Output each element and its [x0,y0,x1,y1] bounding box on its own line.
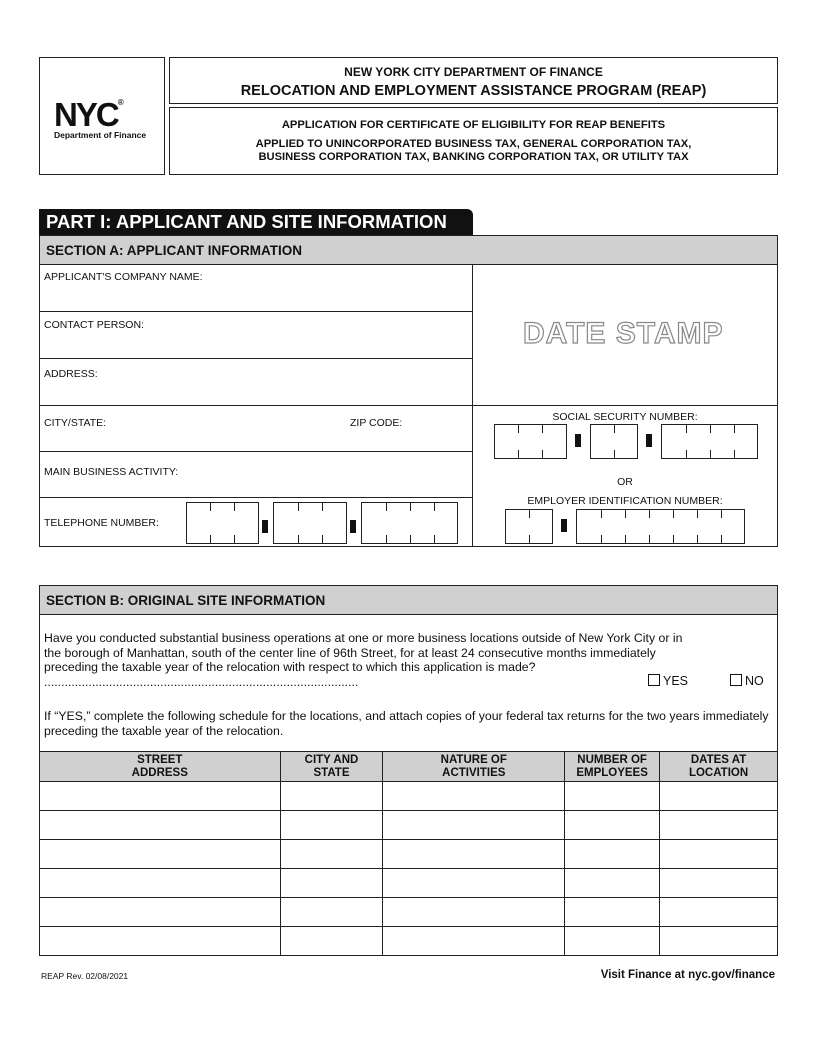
ssn-part-1-input[interactable] [494,424,567,459]
header-agency-box [169,57,778,104]
original-site-schedule-table [39,751,778,956]
table-cell[interactable] [660,927,778,956]
ein-number-input[interactable] [576,509,745,544]
table-row [40,898,778,927]
registered-mark: ® [117,98,124,107]
yes-checkbox-square [648,674,660,686]
table-cell[interactable] [565,782,660,811]
ssn-label: SOCIAL SECURITY NUMBER: [552,411,698,423]
logo-department: Department of Finance [54,130,147,140]
table-row [40,927,778,956]
agency-name: NEW YORK CITY DEPARTMENT OF FINANCE [344,65,603,79]
table-cell[interactable] [565,927,660,956]
table-cell[interactable] [383,927,565,956]
table-cell[interactable] [383,840,565,869]
section-b-title: SECTION B: ORIGINAL SITE INFORMATION [39,585,778,615]
table-cell[interactable] [565,898,660,927]
ssn-part-3-input[interactable] [661,424,758,459]
logo-wordmark: NYC [54,96,118,133]
ssn-part-2-input[interactable] [590,424,638,459]
no-checkbox-square [730,674,742,686]
visit-finance-link: Visit Finance at nyc.gov/finance [600,969,775,981]
table-cell[interactable] [280,782,383,811]
company-name-label: APPLICANT'S COMPANY NAME: [44,271,203,283]
table-cell[interactable] [660,840,778,869]
application-title: APPLICATION FOR CERTIFICATE OF ELIGIBILITY FOR REAP BENEFITS [281,119,666,131]
revision-date: REAP Rev. 02/08/2021 [41,971,129,981]
table-row [40,782,778,811]
table-cell[interactable] [40,840,281,869]
schedule-header-row [40,752,778,782]
table-cell[interactable] [40,869,281,898]
table-row [40,811,778,840]
no-label: NO [745,674,764,688]
company-name-field[interactable] [39,264,473,312]
yes-label: YES [663,674,689,688]
column-header-dates-at-location: DATES AT LOCATION [660,752,778,782]
applied-to-line-2: BUSINESS CORPORATION TAX, BANKING CORPORATION TAX, OR UTILITY TAX [258,151,689,163]
zip-code-label: ZIP CODE: [350,417,403,429]
table-cell[interactable] [383,782,565,811]
date-stamp-box [472,264,778,406]
table-cell[interactable] [40,927,281,956]
column-header-number-of-employees: NUMBER OF EMPLOYEES [565,752,660,782]
table-cell[interactable] [280,898,383,927]
yes-checkbox[interactable] [648,674,688,688]
telephone-separator [262,520,268,533]
address-field[interactable] [39,358,473,406]
telephone-separator [350,520,356,533]
ein-separator [561,519,567,532]
header-application-box [169,107,778,175]
table-cell[interactable] [565,869,660,898]
telephone-line-number-input[interactable] [361,502,458,544]
contact-person-label: CONTACT PERSON: [44,319,144,331]
table-cell[interactable] [280,811,383,840]
program-name: RELOCATION AND EMPLOYMENT ASSISTANCE PROGRAM (REAP) [240,83,707,99]
ssn-separator [575,434,581,447]
contact-person-field[interactable] [39,311,473,359]
ssn-separator [646,434,652,447]
column-header-city-state: CITY AND STATE [280,752,383,782]
table-cell[interactable] [565,811,660,840]
column-header-street-address: STREET ADDRESS [40,752,281,782]
table-cell[interactable] [280,840,383,869]
column-header-nature-of-activities: NATURE OF ACTIVITIES [383,752,565,782]
table-row [40,840,778,869]
table-cell[interactable] [383,811,565,840]
table-cell[interactable] [280,869,383,898]
table-cell[interactable] [660,782,778,811]
telephone-exchange-input[interactable] [273,502,347,544]
address-label: ADDRESS: [44,368,98,380]
table-cell[interactable] [660,869,778,898]
ein-prefix-input[interactable] [505,509,553,544]
table-row [40,869,778,898]
table-cell[interactable] [660,811,778,840]
no-checkbox[interactable] [730,674,764,688]
section-a-title: SECTION A: APPLICANT INFORMATION [39,235,778,265]
nyc-logo [39,57,165,175]
table-cell[interactable] [40,782,281,811]
main-business-activity-label: MAIN BUSINESS ACTIVITY: [44,466,179,478]
main-business-activity-field[interactable] [39,451,473,498]
part-1-title: PART I: APPLICANT AND SITE INFORMATION [39,209,473,236]
table-cell[interactable] [40,811,281,840]
table-cell[interactable] [40,898,281,927]
date-stamp-text: DATE STAMP [523,317,724,350]
ein-label: EMPLOYER IDENTIFICATION NUMBER: [527,495,723,507]
table-cell[interactable] [660,898,778,927]
section-b-body [39,614,778,752]
table-cell[interactable] [383,898,565,927]
applied-to-line-1: APPLIED TO UNINCORPORATED BUSINESS TAX, GENERAL CORPORATION TAX, [255,138,692,150]
if-yes-instructions: If “YES,” complete the following schedule for the locations, and attach copies of your federal tax returns for the two years immediately preceding the taxable year of the relocation. [44,709,769,738]
table-cell[interactable] [383,869,565,898]
or-label: OR [617,476,633,488]
original-site-question: Have you conducted substantial business operations at one or more business locations outside of New York City or in the borough of Manhattan, south of the center line of 96th Street, for at least 24 consecutive months immediately preceding the taxable year of the relocation with respect to which this application is made? ............................................................................................ [44,631,683,689]
telephone-label: TELEPHONE NUMBER: [44,517,159,529]
telephone-area-code-input[interactable] [186,502,259,544]
city-state-label: CITY/STATE: [44,417,107,429]
table-cell[interactable] [565,840,660,869]
table-cell[interactable] [280,927,383,956]
city-state-field[interactable] [39,405,473,452]
